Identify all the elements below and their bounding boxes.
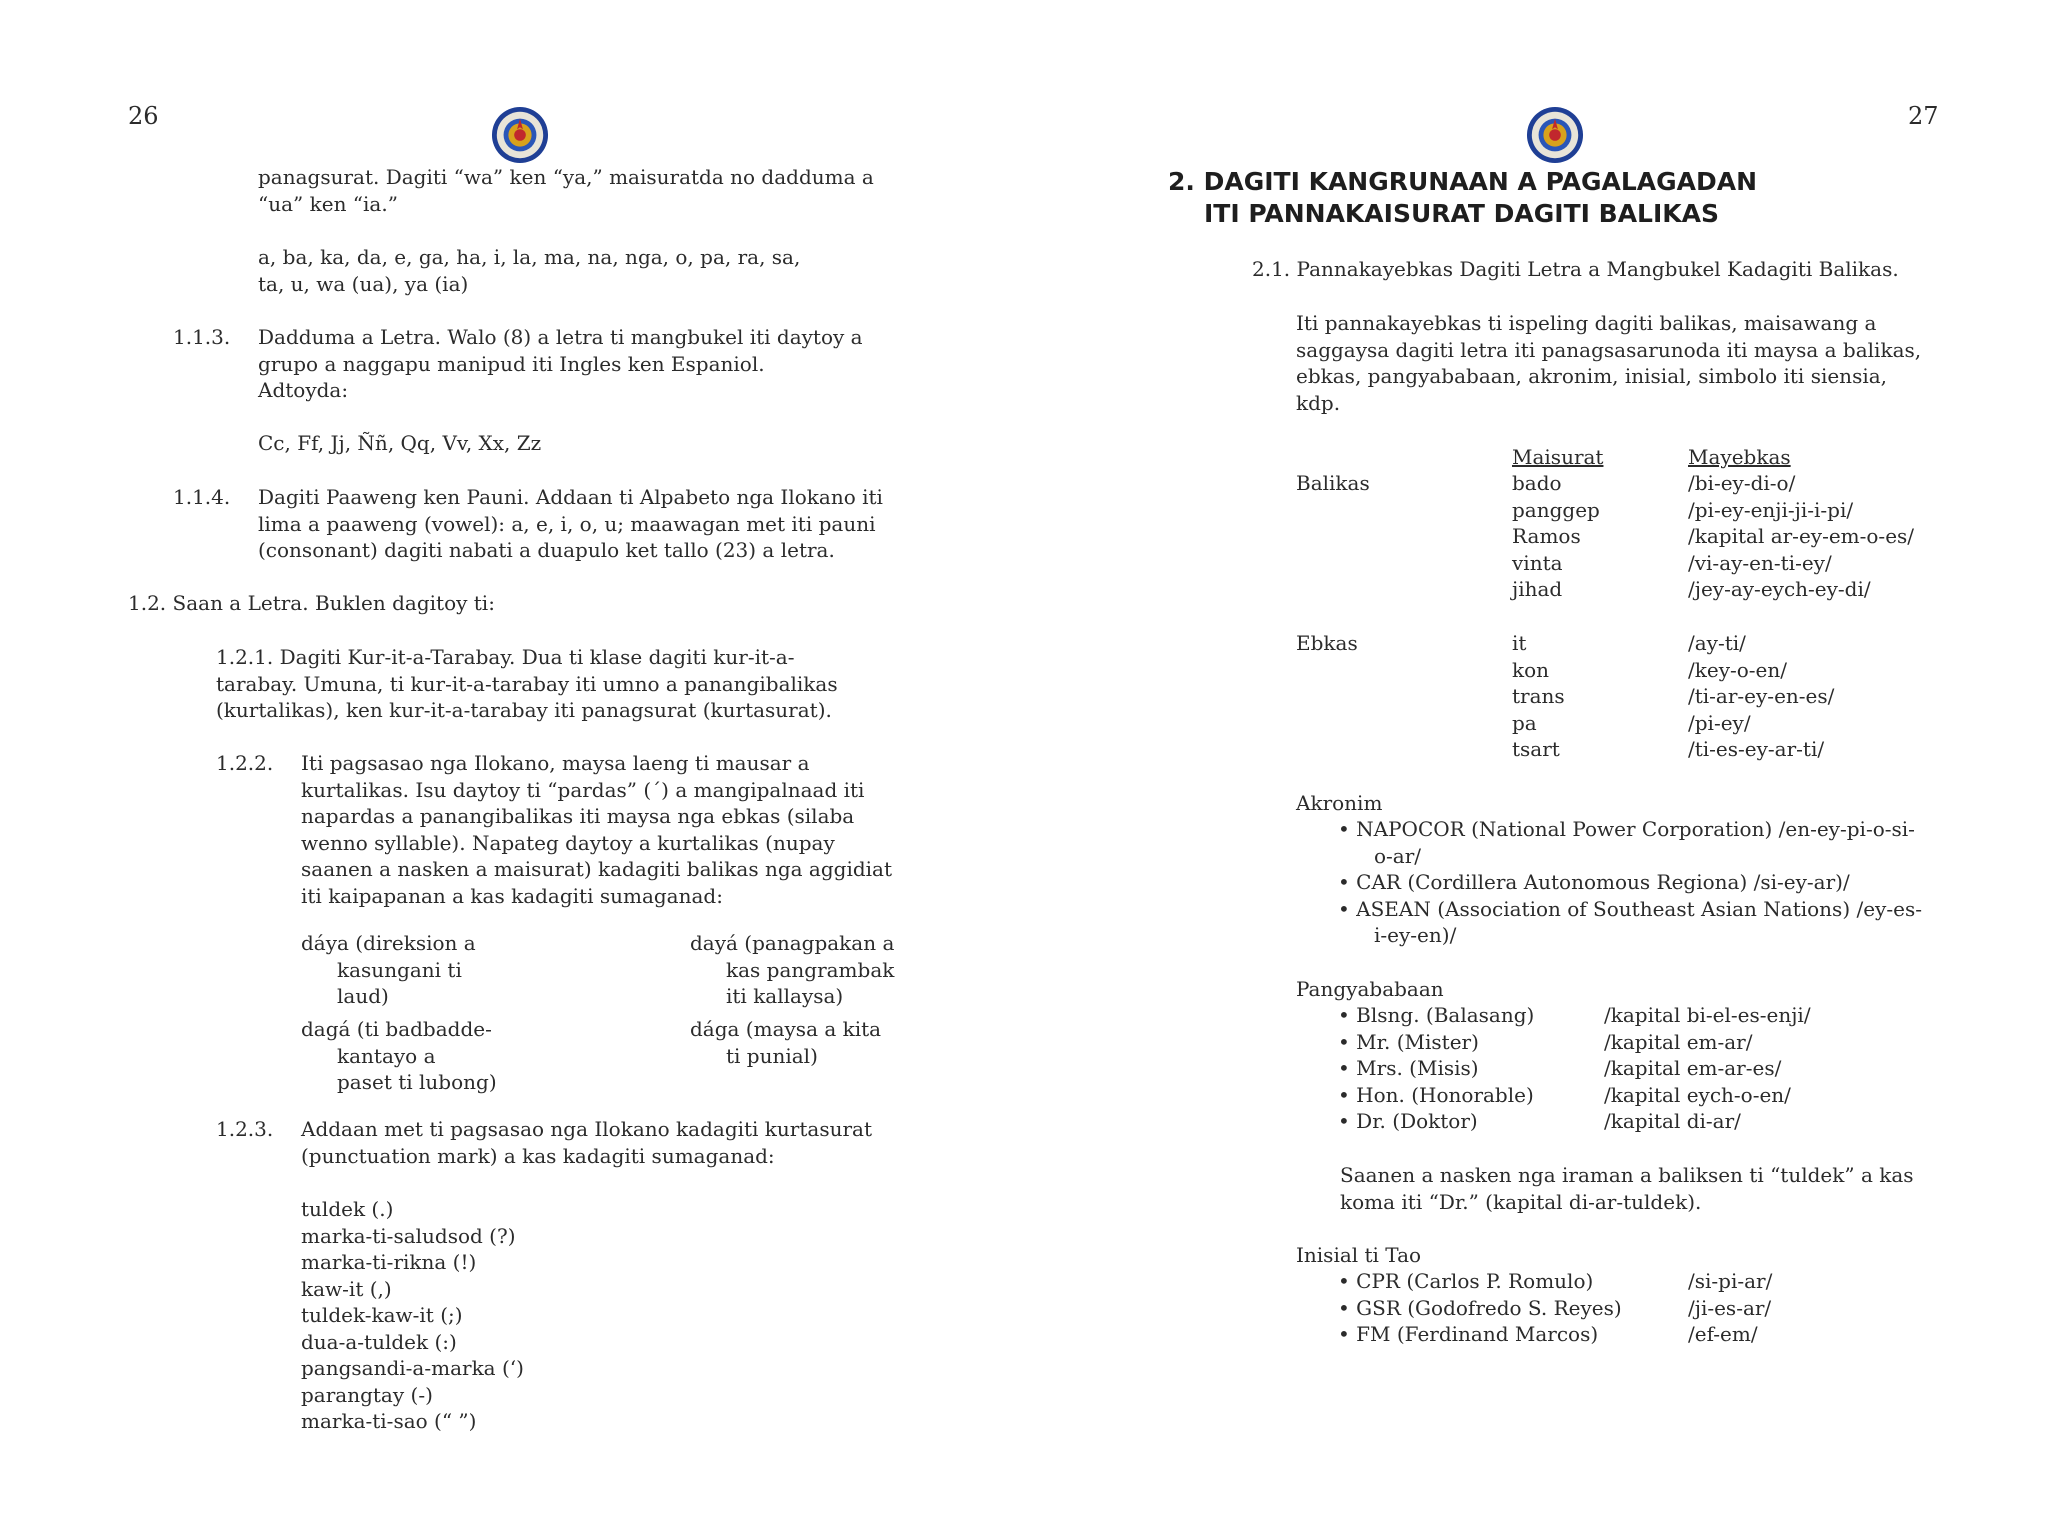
- list-item: • CPR (Carlos P. Romulo): [1338, 1268, 1622, 1295]
- section-number: 1.1.4.: [173, 485, 231, 509]
- column-header-maisurat: Maisurat: [1512, 445, 1604, 469]
- example-daga-1: dagá (ti badbadde- kantayo a paset ti lubong): [301, 1017, 497, 1094]
- list-item: marka-ti-sao (“ ”): [301, 1409, 477, 1433]
- category-label: Akronim: [1296, 791, 1383, 815]
- list-item: tuldek-kaw-it (;): [301, 1303, 463, 1327]
- list-item: parangtay (-): [301, 1382, 433, 1407]
- chapter-heading: 2. DAGITI KANGRUNAAN A PAGALAGADAN ITI PANNAKAISURAT DAGITI BALIKAS: [1168, 167, 1758, 228]
- example-daya-1: dáya (direksion a kasungani ti laud): [301, 931, 476, 1008]
- page-number: 27: [1908, 102, 1939, 130]
- note-paragraph: Saanen a nasken nga iraman a baliksen ti “tuldek” a kas koma iti “Dr.” (kapital di-ar-tuldek).: [1340, 1163, 1914, 1214]
- list-item: • Mr. (Mister): [1338, 1029, 1534, 1056]
- section-1-2-3: Addaan met ti pagsasao nga Ilokano kadagiti kurtasurat (punctuation mark) a kas kadagiti sumaganad:: [301, 1117, 872, 1168]
- column-header-mayebkas: Mayebkas: [1688, 445, 1791, 469]
- list-item: • FM (Ferdinand Marcos): [1338, 1321, 1622, 1348]
- list-item: dua-a-tuldek (:): [301, 1329, 457, 1354]
- section-number: 1.2.3.: [216, 1117, 274, 1141]
- balikas-pronunciations: /bi-ey-di-o/ /pi-ey-enji-ji-i-pi/ /kapital ar-ey-em-o-es/ /vi-ay-en-ti-ey/ /jey-ay-eych-ey-di/: [1688, 471, 1915, 601]
- section-1-1-3: Dadduma a Letra. Walo (8) a letra ti mangbukel iti daytoy a grupo a naggapu manipud iti Ingles ken Espaniol. Adtoyda:: [258, 325, 863, 402]
- extra-letters: Cc, Ff, Jj, Ññ, Qq, Vv, Xx, Zz: [258, 431, 542, 455]
- category-label: Inisial ti Tao: [1296, 1243, 1422, 1267]
- section-number: 1.1.3.: [173, 325, 231, 349]
- list-item: kaw-it (,): [301, 1276, 392, 1301]
- list-item: • ASEAN (Association of Southeast Asian Nations) /ey-es-: [1338, 896, 1922, 923]
- list-item: • NAPOCOR (National Power Corporation) /en-ey-pi-o-si-: [1338, 816, 1922, 843]
- category-label: Balikas: [1296, 471, 1370, 495]
- akronim-list: • NAPOCOR (National Power Corporation) /en-ey-pi-o-si- o-ar/ • CAR (Cordillera Autonomous Regiona) /si-ey-ar)/ • ASEAN (Association of Southeast Asian Nations) /ey-es- i-ey-en)/: [1338, 816, 1922, 949]
- komisyon-seal-icon: [1526, 106, 1584, 164]
- list-item: • Blsng. (Balasang): [1338, 1002, 1534, 1029]
- punctuation-list: [301, 1196, 524, 1435]
- category-label: Pangyababaan: [1296, 977, 1444, 1001]
- letters-list: a, ba, ka, da, e, ga, ha, i, la, ma, na, nga, o, pa, ra, sa, ta, u, wa (ua), ya (ia): [258, 245, 801, 296]
- list-item: • GSR (Godofredo S. Reyes): [1338, 1295, 1622, 1322]
- pangyababaan-pronunciations: /kapital bi-el-es-enji/ /kapital em-ar/ /kapital em-ar-es/ /kapital eych-o-en/ /kapital di-ar/: [1604, 1003, 1811, 1133]
- example-daga-2: dága (maysa a kita ti punial): [690, 1017, 882, 1068]
- ebkas-pronunciations: /ay-ti/ /key-o-en/ /ti-ar-ey-en-es/ /pi-ey/ /ti-es-ey-ar-ti/: [1688, 631, 1835, 761]
- example-daya-2: dayá (panagpakan a kas pangrambak iti kallaysa): [690, 931, 895, 1008]
- section-1-1-4: Dagiti Paaweng ken Pauni. Addaan ti Alpabeto nga Ilokano iti lima a paaweng (vowel): a, e, i, o, u; maawagan met iti pauni (consonant) dagiti nabati a duapulo ket tallo (23) a letra.: [258, 485, 883, 562]
- list-item: • Dr. (Doktor): [1338, 1108, 1534, 1135]
- section-number: 1.2.2.: [216, 751, 274, 775]
- inisial-names: [1338, 1268, 1622, 1348]
- list-item: pangsandi-a-marka (‘): [301, 1356, 524, 1380]
- category-label: Ebkas: [1296, 631, 1358, 655]
- list-item: • CAR (Cordillera Autonomous Regiona) /si-ey-ar)/: [1338, 869, 1922, 896]
- list-item: tuldek (.): [301, 1197, 394, 1221]
- section-2-1-title: 2.1. Pannakayebkas Dagiti Letra a Mangbukel Kadagiti Balikas.: [1252, 257, 1899, 281]
- section-1-2-1: 1.2.1. Dagiti Kur-it-a-Tarabay. Dua ti klase dagiti kur-it-a- tarabay. Umuna, ti kur-it-a-tarabay iti umno a panangibalikas (kurtalikas), ken kur-it-a-tarabay iti panagsurat (kurtasurat).: [216, 645, 838, 722]
- right-page: [1024, 0, 2048, 1536]
- section-1-2: 1.2. Saan a Letra. Buklen dagitoy ti:: [128, 591, 495, 615]
- intro-paragraph: Iti pannakayebkas ti ispeling dagiti balikas, maisawang a saggaysa dagiti letra iti panagsasarunoda iti maysa a balikas, ebkas, pangyababaan, akronim, inisial, simbolo iti siensia, kdp.: [1296, 311, 1922, 415]
- inisial-pronunciations: /si-pi-ar/ /ji-es-ar/ /ef-em/: [1688, 1269, 1773, 1346]
- komisyon-seal-icon: [491, 106, 549, 164]
- list-item: marka-ti-rikna (!): [301, 1250, 477, 1274]
- ebkas-words: it kon trans pa tsart: [1512, 631, 1565, 761]
- balikas-words: bado panggep Ramos vinta jihad: [1512, 471, 1600, 601]
- list-item: • Hon. (Honorable): [1338, 1082, 1534, 1109]
- pangyababaan-abbreviations: [1338, 1002, 1534, 1135]
- section-1-2-2: Iti pagsasao nga Ilokano, maysa laeng ti mausar a kurtalikas. Isu daytoy ti “pardas” (´) a mangipalnaad iti napardas a panangibalikas iti maysa nga ebkas (silaba wenno syllable). Napateg daytoy a kurtalikas (nupay saanen a nasken a maisurat) kadagiti balikas nga aggidiat iti kaipapanan a kas kadagiti sumaganad:: [301, 751, 892, 908]
- page-number: 26: [128, 102, 159, 130]
- intro-text: panagsurat. Dagiti “wa” ken “ya,” maisuratda no dadduma a “ua” ken “ia.”: [258, 165, 874, 216]
- list-item: marka-ti-saludsod (?): [301, 1223, 516, 1248]
- list-item: • Mrs. (Misis): [1338, 1055, 1534, 1082]
